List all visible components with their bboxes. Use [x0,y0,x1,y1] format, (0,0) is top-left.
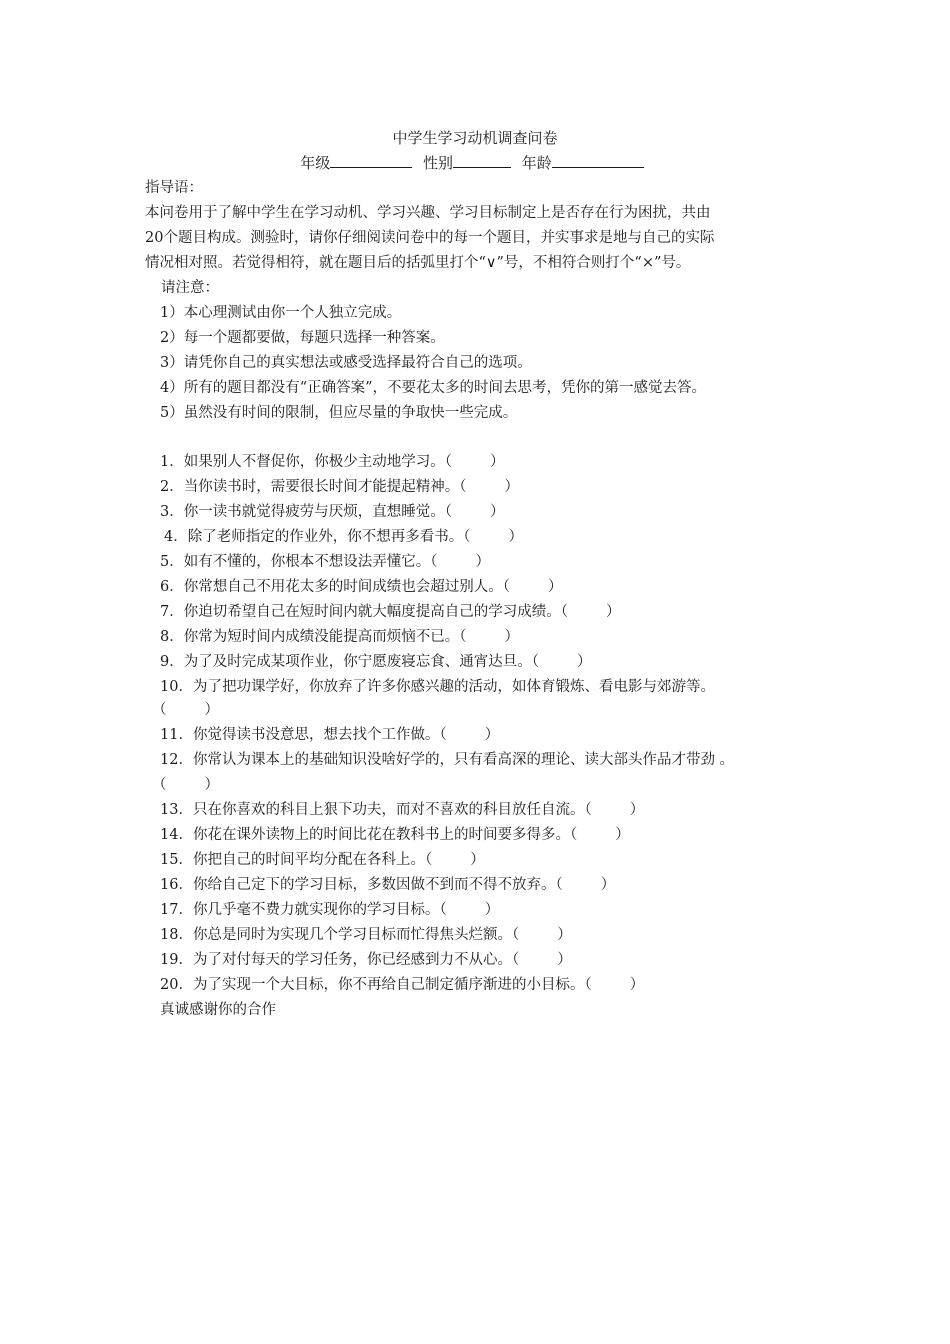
question-item: 17．你几乎毫不费力就实现你的学习目标。（ ） [160,902,500,918]
question-item: 9．为了及时完成某项作业，你宁愿废寝忘食、通宵达旦。（ ） [160,654,592,670]
gender-label: 性别 [422,154,453,172]
respondent-info-row [0,153,950,173]
question-item: 14．你花在课外读物上的时间比花在教科书上的时间要多得多。（ ） [160,827,630,843]
question-item: 3．你一读书就觉得疲劳与厌烦，直想睡觉。（ ） [160,504,505,520]
question-item: 8．你常为短时间内成绩没能提高而烦恼不已。（ ） [160,629,519,645]
closing-text: 真诚感谢你的合作 [160,1002,276,1018]
grade-blank[interactable] [330,153,412,168]
notice-item: 1）本心理测试由你一个人独立完成。 [160,305,402,321]
guide-line: 情况相对照。若觉得相符，就在题目后的括弧里打个“∨”号，不相符合则打个“×”号。 [145,255,691,271]
guide-line: 20个题目构成。测验时，请你仔细阅读问卷中的每一个题目，并实事求是地与自己的实际 [145,230,715,246]
question-item: 6．你常想自己不用花太多的时间成绩也会超过别人。（ ） [160,579,563,595]
question-item: 16．你给自己定下的学习目标，多数因做不到而不得不放弃。（ ） [160,877,616,893]
question-answer-line: （ ） [152,777,219,793]
question-item: 20．为了实现一个大目标，你不再给自己制定循序渐进的小目标。（ ） [160,977,645,993]
question-item: 15．你把自己的时间平均分配在各科上。（ ） [160,852,485,868]
grade-label: 年级 [300,154,331,172]
notice-item: 3）请凭你自己的真实想法或感受选择最符合自己的选项。 [160,355,532,371]
guide-line: 本问卷用于了解中学生在学习动机、学习兴趣、学习目标制定上是否存在行为困扰，共由 [145,205,711,221]
notice-heading: 请注意： [161,280,219,296]
question-item: 7．你迫切希望自己在短时间内就大幅度提高自己的学习成绩。（ ） [160,604,621,620]
page-title: 中学生学习动机调查问卷 [392,129,558,147]
question-item: 13．只在你喜欢的科目上狠下功夫，而对不喜欢的科目放任自流。（ ） [160,802,645,818]
notice-item: 4）所有的题目都没有“正确答案”，不要花太多的时间去思考，凭你的第一感觉去答。 [160,380,707,396]
notice-item: 2）每一个题都要做，每题只选择一种答案。 [160,330,445,346]
question-item: 1．如果别人不督促你，你极少主动地学习。（ ） [160,454,505,470]
age-label: 年龄 [521,154,552,172]
question-item: 10．为了把功课学好，你放弃了许多你感兴趣的活动，如体育锻炼、看电影与郊游等。 [160,679,715,695]
question-answer-line: （ ） [152,702,219,718]
question-item: 19．为了对付每天的学习任务，你已经感到力不从心。（ ） [160,952,572,968]
gender-blank[interactable] [453,153,511,168]
question-item: 18．你总是同时为实现几个学习目标而忙得焦头烂额。（ ） [160,927,572,943]
age-blank[interactable] [552,153,644,168]
guide-paragraph [145,201,810,276]
question-item: 12．你常认为课本上的基础知识没啥好学的，只有看高深的理论、读大部头作品才带劲 。 [160,752,735,768]
notice-item: 5）虽然没有时间的限制，但应尽量的争取快一些完成。 [160,405,518,421]
question-item: 4．除了老师指定的作业外，你不想再多看书。（ ） [164,529,523,545]
question-item: 11．你觉得读书没意思，想去找个工作做。（ ） [160,727,500,743]
question-item: 2．当你读书时，需要很长时间才能提起精神。（ ） [160,479,519,495]
guide-heading: 指导语： [145,180,203,196]
question-item: 5．如有不懂的，你根本不想设法弄懂它。（ ） [160,554,490,570]
